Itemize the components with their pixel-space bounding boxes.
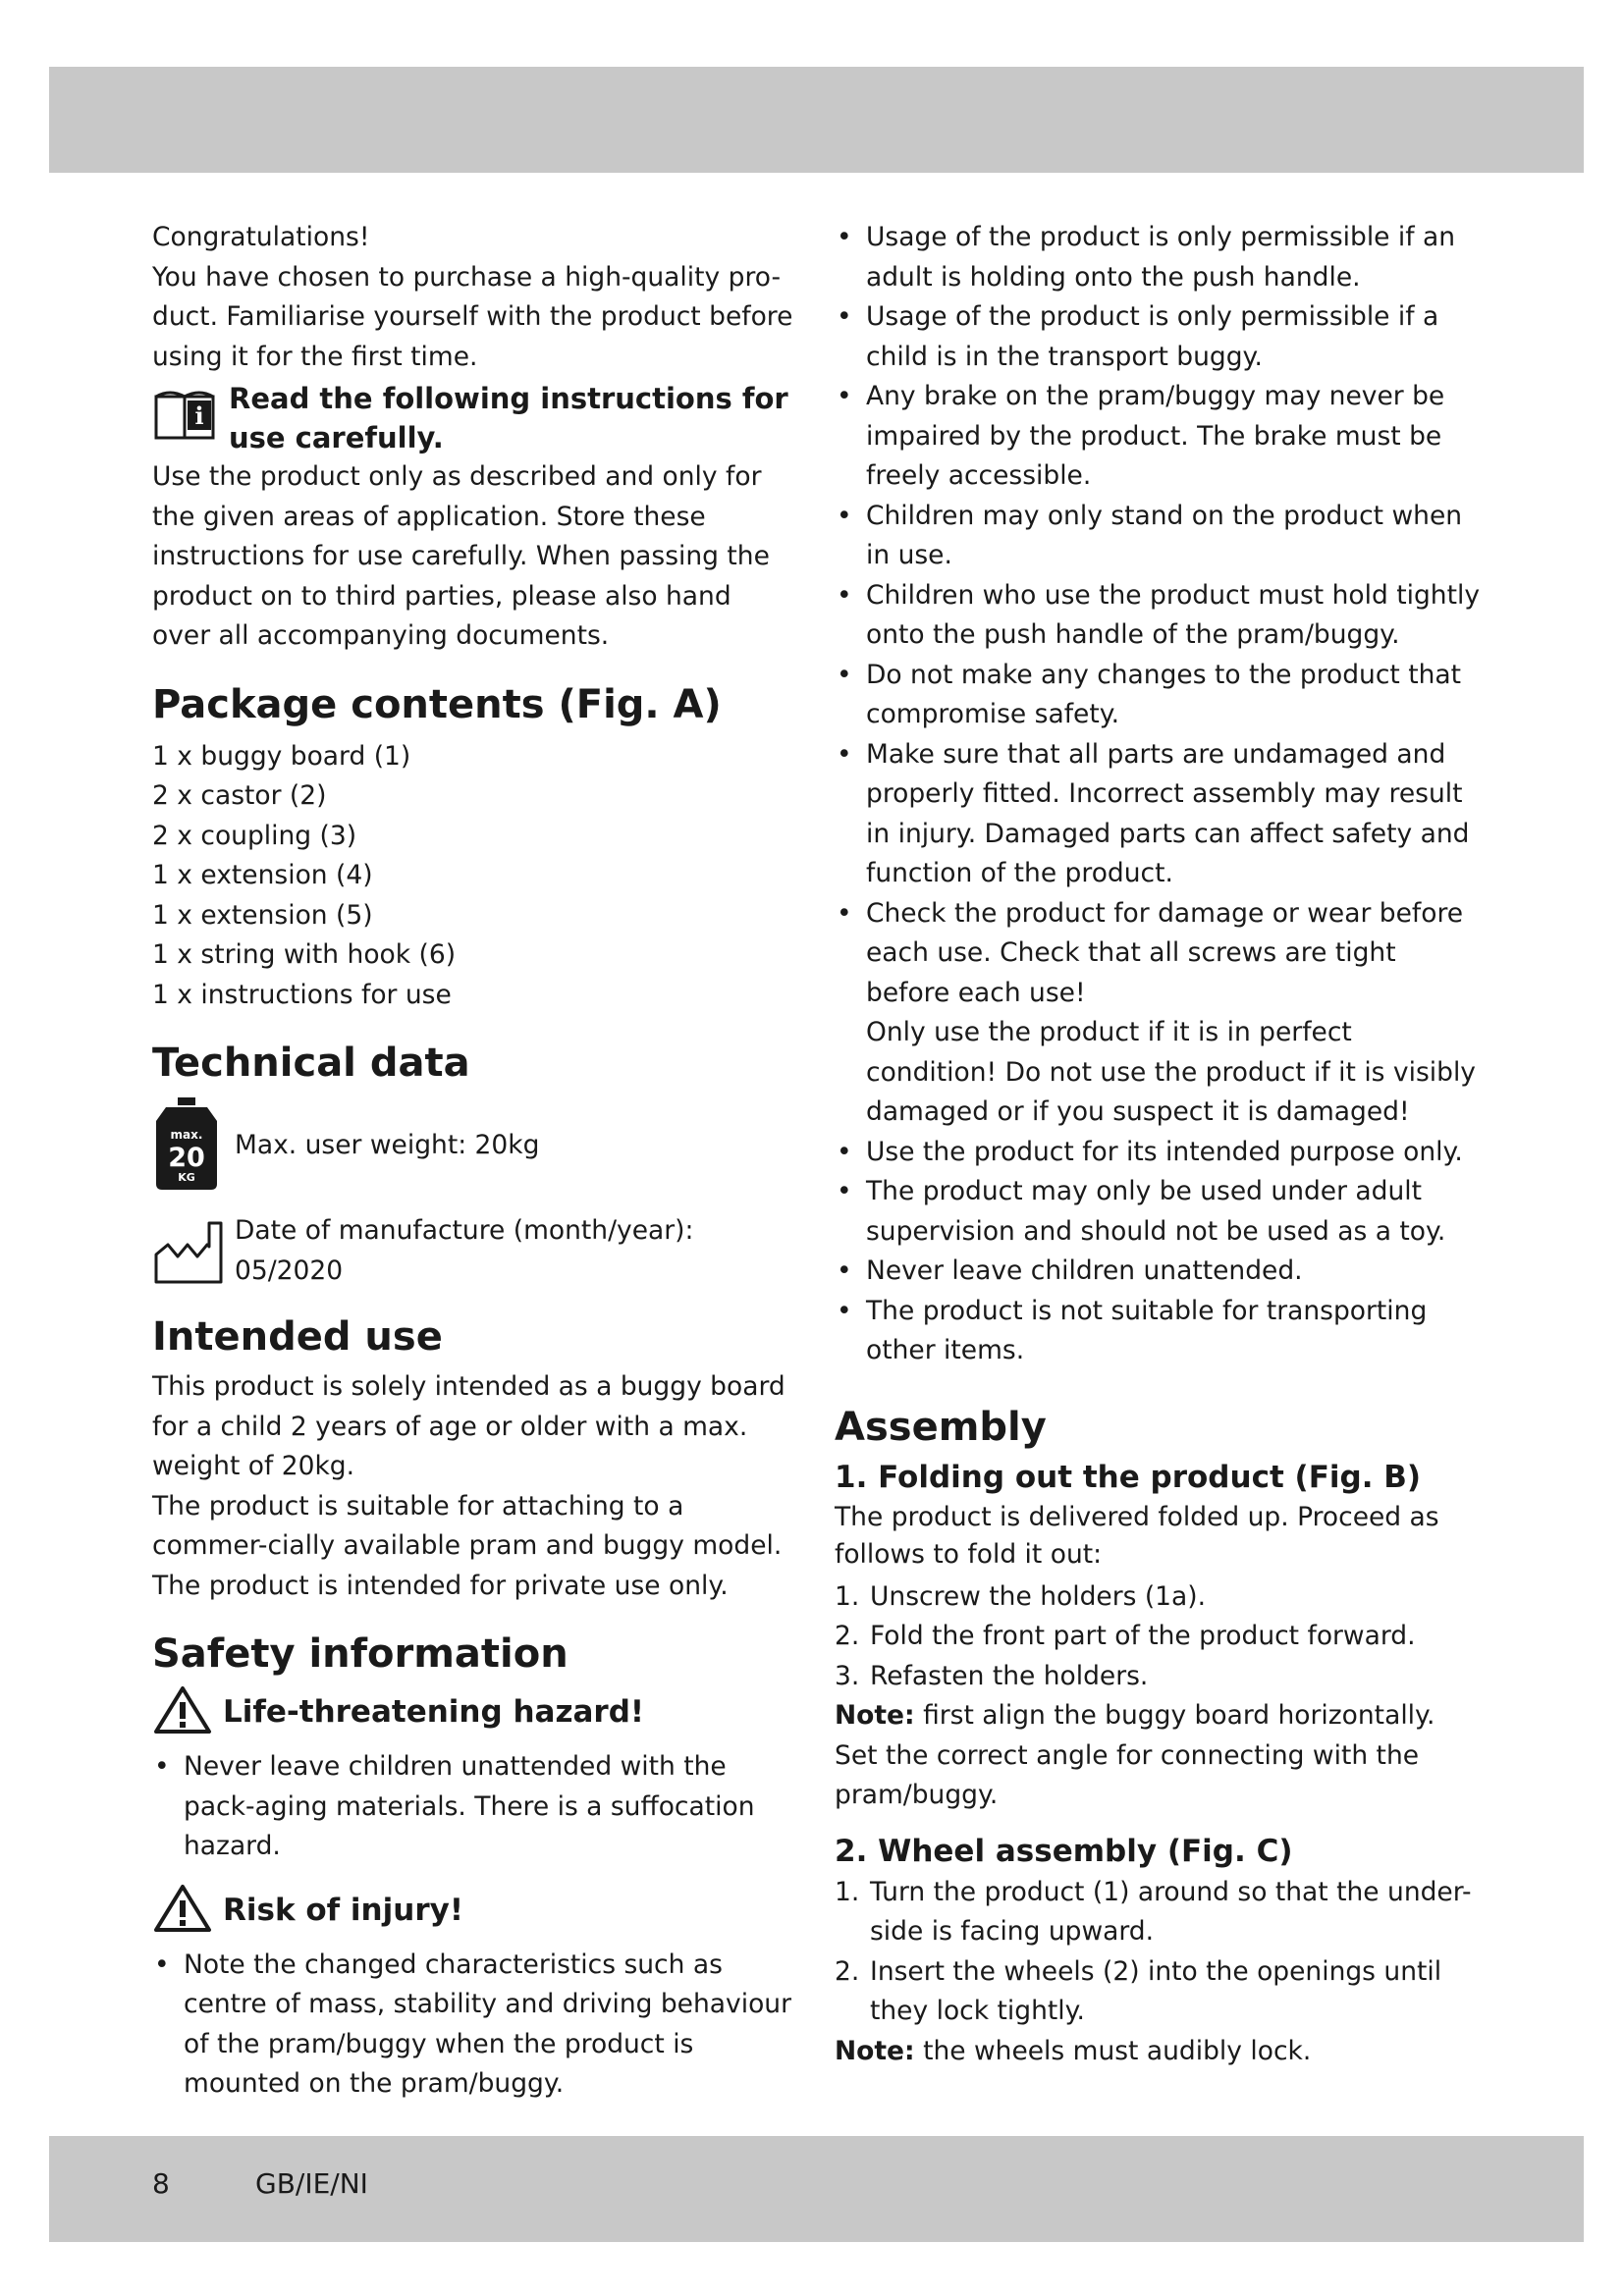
list-item: • Usage of the product is only permissible if an adult is holding onto the push handle. bbox=[835, 218, 1483, 297]
warning-icon bbox=[152, 1883, 223, 1938]
list-item: • Never leave children unattended with the pack-aging materials. There is a suffocation hazard. bbox=[152, 1747, 795, 1867]
usage-text: Use the product only as described and only for the given areas of application. Store these instructions for use carefully. When passing the product on to third parties, please also hand over all accompanying documents. bbox=[152, 461, 770, 651]
intro-text: You have chosen to purchase a high-quality pro-duct. Familiarise yourself with the product before using it for the first time. bbox=[152, 261, 793, 372]
list-item: • The product is not suitable for transporting other items. bbox=[835, 1292, 1483, 1371]
step2-list bbox=[835, 1873, 1483, 2032]
region-label: GB/IE/NI bbox=[255, 2167, 368, 2200]
weight-icon-unit: KG bbox=[178, 1171, 195, 1184]
warning-icon bbox=[152, 1684, 223, 1739]
item-text: Refasten the holders. bbox=[870, 1660, 1149, 1691]
item-text: Turn the product (1) around so that the under-side is facing upward. bbox=[870, 1876, 1472, 1947]
manufacture-info bbox=[235, 1211, 693, 1291]
book-info-icon bbox=[152, 379, 229, 446]
page-number: 8 bbox=[152, 2167, 170, 2200]
list-item: • Do not make any changes to the product that compromise safety. bbox=[835, 656, 1483, 735]
list-item: 1 x string with hook (6) bbox=[152, 939, 457, 970]
list-item: • The product may only be used under adult supervision and should not be used as a toy. bbox=[835, 1172, 1483, 1252]
list-item bbox=[835, 1952, 1483, 2032]
read-instructions-notice bbox=[152, 379, 795, 457]
injury-title: Risk of injury! bbox=[223, 1892, 463, 1928]
left-column bbox=[152, 218, 795, 2105]
step1-note bbox=[835, 1696, 1483, 1816]
item-number: 2. bbox=[835, 1621, 860, 1651]
list-item bbox=[835, 1617, 1483, 1657]
item-number: 1. bbox=[835, 1876, 860, 1907]
step2-note bbox=[835, 2032, 1483, 2072]
weight-icon-num: 20 bbox=[168, 1143, 205, 1173]
technical-title: Technical data bbox=[152, 1041, 470, 1086]
list-item: • Children may only stand on the product when in use. bbox=[835, 497, 1483, 576]
list-item: • Usage of the product is only permissible if a child is in the transport buggy. bbox=[835, 297, 1483, 377]
hazard-title: Life-threatening hazard! bbox=[223, 1694, 645, 1730]
hazard-list bbox=[152, 1747, 795, 1867]
item-text: Insert the wheels (2) into the openings until they lock tightly. bbox=[870, 1955, 1442, 2026]
max-weight-text: Max. user weight: 20kg bbox=[235, 1129, 540, 1160]
svg-text:i: i bbox=[194, 401, 204, 430]
safety-title: Safety information bbox=[152, 1631, 568, 1677]
manufacture-date: 05/2020 bbox=[235, 1255, 344, 1286]
item-number: 3. bbox=[835, 1660, 860, 1691]
list-item: • Use the product for its intended purpose only. bbox=[835, 1133, 1483, 1173]
package-list bbox=[152, 737, 795, 1016]
read-notice-text: Read the following instructions for use carefully. bbox=[229, 382, 788, 454]
step1-title: 1. Folding out the product (Fig. B) bbox=[835, 1459, 1422, 1495]
manufacture-label: Date of manufacture (month/year): bbox=[235, 1215, 694, 1246]
list-item: 1 x extension (4) bbox=[152, 860, 373, 890]
injury-list bbox=[152, 1946, 795, 2105]
step1-intro: The product is delivered folded up. Proceed as follows to fold it out: bbox=[835, 1501, 1439, 1570]
weight-icon-top: max. bbox=[170, 1128, 203, 1142]
note-label: Note: bbox=[835, 1700, 915, 1731]
item-number: 1. bbox=[835, 1580, 860, 1612]
congrats-text: Congratulations! bbox=[152, 222, 370, 252]
list-item: • Any brake on the pram/buggy may never be impaired by the product. The brake must be freely accessible. bbox=[835, 377, 1483, 497]
note-label: Note: bbox=[835, 2035, 915, 2066]
list-item: • Children who use the product must hold tightly onto the push handle of the pram/buggy. bbox=[835, 576, 1483, 656]
step2-title: 2. Wheel assembly (Fig. C) bbox=[835, 1833, 1293, 1869]
note-text: the wheels must audibly lock. bbox=[923, 2035, 1312, 2066]
package-title: Package contents (Fig. A) bbox=[152, 681, 722, 727]
list-item: 2 x castor (2) bbox=[152, 780, 327, 811]
list-item bbox=[835, 1577, 1483, 1618]
step1-list bbox=[835, 1577, 1483, 1697]
list-item: • Make sure that all parts are undamaged and properly fitted. Incorrect assembly may result in injury. Damaged parts can affect safety and function of the product. bbox=[835, 735, 1483, 894]
list-item: 2 x coupling (3) bbox=[152, 820, 357, 851]
list-item: 1 x buggy board (1) bbox=[152, 740, 411, 772]
injury-heading bbox=[152, 1883, 795, 1938]
item-text: Unscrew the holders (1a). bbox=[870, 1580, 1207, 1612]
right-column bbox=[835, 218, 1483, 2071]
intended-p2: The product is suitable for attaching to a commer-cially available pram and buggy model. bbox=[152, 1490, 783, 1561]
intended-p1: This product is solely intended as a buggy board for a child 2 years of age or older with a max. weight of 20kg. bbox=[152, 1371, 785, 1481]
list-item: 1 x instructions for use bbox=[152, 979, 452, 1010]
note-text: first align the buggy board horizontally. Set the correct angle for connecting with the pram/buggy. bbox=[835, 1700, 1435, 1810]
intended-p3: The product is intended for private use only. bbox=[152, 1570, 729, 1601]
safety-bullet-list bbox=[835, 218, 1483, 1371]
item-number: 2. bbox=[835, 1955, 860, 1987]
check-text: Check the product for damage or wear before each use. Check that all screws are tight before each use! bbox=[866, 897, 1464, 1008]
header-band bbox=[49, 67, 1584, 173]
weight-icon bbox=[152, 1095, 235, 1196]
check-extra-text: Only use the product if it is in perfect condition! Do not use the product if it is visibly damaged or if you suspect it is damaged! bbox=[866, 1017, 1476, 1127]
max-weight-row bbox=[152, 1095, 795, 1196]
list-item: • Never leave children unattended. bbox=[835, 1252, 1483, 1292]
intended-title: Intended use bbox=[152, 1314, 443, 1360]
list-item bbox=[835, 894, 1483, 1133]
list-item bbox=[835, 1873, 1483, 1952]
assembly-title: Assembly bbox=[835, 1404, 1047, 1450]
hazard-heading bbox=[152, 1684, 795, 1739]
list-item: 1 x extension (5) bbox=[152, 899, 373, 931]
factory-icon bbox=[152, 1211, 235, 1290]
item-text: Fold the front part of the product forward. bbox=[870, 1621, 1416, 1651]
list-item: • Note the changed characteristics such as centre of mass, stability and driving behaviour of the pram/buggy when the product is mounted on the pram/buggy. bbox=[152, 1946, 795, 2105]
list-item bbox=[835, 1657, 1483, 1697]
manufacture-row bbox=[152, 1211, 795, 1291]
